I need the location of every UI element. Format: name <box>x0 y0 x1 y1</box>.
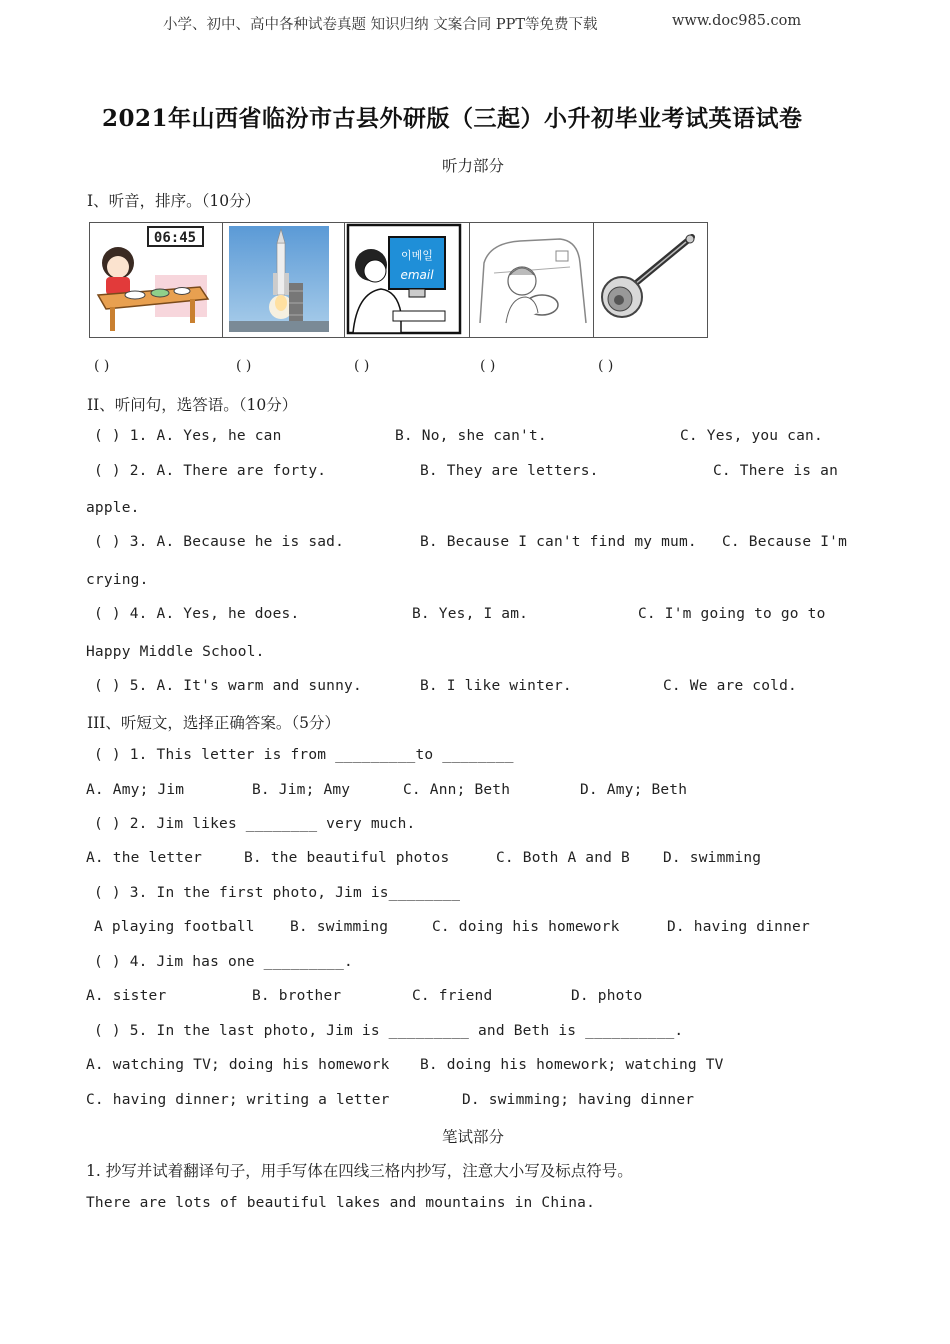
blank-1[interactable]: ( ) <box>94 358 110 374</box>
written-heading: 笔试部分 <box>442 1128 505 1146</box>
email-illustration <box>345 223 470 337</box>
s2-q4-c: C. I'm going to go to <box>638 606 826 622</box>
s3-q4-opt-b: B. brother <box>252 988 342 1004</box>
written-q1-instruction: 1. 抄写并试着翻译句子，用手写体在四线三格内抄写，注意大小写及标点符号。 <box>86 1162 633 1180</box>
picture-row <box>89 222 708 338</box>
s3-q5-opt-c: C. having dinner; writing a letter <box>86 1092 390 1108</box>
s2-q1-b: B. No, she can't. <box>395 428 547 444</box>
blank-3[interactable]: ( ) <box>354 358 370 374</box>
s2-q2-cont: apple. <box>86 500 140 516</box>
s3-q4-opt-a: A. sister <box>86 988 167 1004</box>
s3-q5: ( ) 5. In the last photo, Jim is _________ and Beth is __________. <box>94 1023 684 1039</box>
s3-q5-opt-b: B. doing his homework; watching TV <box>420 1057 724 1073</box>
s3-q1: ( ) 1. This letter is from _________to ________ <box>94 747 514 763</box>
s3-q3-opt-c: C. doing his homework <box>432 919 620 935</box>
blank-4[interactable]: ( ) <box>480 358 496 374</box>
s3-q1-opt-a: A. Amy; Jim <box>86 782 185 798</box>
s3-q2: ( ) 2. Jim likes ________ very much. <box>94 816 416 832</box>
s3-q4: ( ) 4. Jim has one _________. <box>94 954 353 970</box>
rocket-illustration <box>223 223 345 337</box>
section2-heading: II、听问句，选答语。（10分） <box>87 396 298 414</box>
picture-horn <box>594 223 707 337</box>
s3-q1-opt-b: B. Jim; Amy <box>252 782 351 798</box>
picture-email <box>345 223 470 337</box>
written-q1-sentence: There are lots of beautiful lakes and mountains in China. <box>86 1195 595 1211</box>
s2-q3-c: C. Because I'm <box>722 534 848 550</box>
section3-heading: III、听短文，选择正确答案。（5分） <box>87 714 340 732</box>
s2-q1-c: C. Yes, you can. <box>680 428 823 444</box>
s3-q5-opt-d: D. swimming; having dinner <box>462 1092 695 1108</box>
s2-q3-b: B. Because I can't find my mum. <box>420 534 697 550</box>
s2-q5-a: ( ) 5. A. It's warm and sunny. <box>94 678 362 694</box>
s3-q3: ( ) 3. In the first photo, Jim is________ <box>94 885 461 901</box>
s2-q4-a: ( ) 4. A. Yes, he does. <box>94 606 300 622</box>
s3-q1-opt-d: D. Amy; Beth <box>580 782 688 798</box>
s2-q4-cont: Happy Middle School. <box>86 644 265 660</box>
s3-q5-opt-a: A. watching TV; doing his homework <box>86 1057 390 1073</box>
breakfast-illustration <box>90 223 223 337</box>
s2-q5-c: C. We are cold. <box>663 678 797 694</box>
s2-q5-b: B. I like winter. <box>420 678 572 694</box>
section1-heading: I、听音，排序。（10分） <box>87 192 261 210</box>
horn-illustration <box>594 223 707 337</box>
s2-q1-a: ( ) 1. A. Yes, he can <box>94 428 282 444</box>
s2-q2-a: ( ) 2. A. There are forty. <box>94 463 327 479</box>
picture-breakfast <box>90 223 223 337</box>
s3-q4-opt-c: C. friend <box>412 988 493 1004</box>
s2-q3-cont: crying. <box>86 572 149 588</box>
driving-illustration <box>470 223 594 337</box>
blank-2[interactable]: ( ) <box>236 358 252 374</box>
s3-q2-opt-c: C. Both A and B <box>496 850 630 866</box>
s2-q2-b: B. They are letters. <box>420 463 599 479</box>
s3-q3-opt-a: A playing football <box>94 919 255 935</box>
s3-q2-opt-d: D. swimming <box>663 850 762 866</box>
s3-q3-opt-b: B. swimming <box>290 919 389 935</box>
s3-q1-opt-c: C. Ann; Beth <box>403 782 511 798</box>
header-left: 小学、初中、高中各种试卷真题 知识归纳 文案合同 PPT等免费下载 <box>163 17 598 33</box>
screen-text-korean: 이메일 <box>401 249 433 262</box>
s3-q3-opt-d: D. having dinner <box>667 919 810 935</box>
header-url[interactable]: www.doc985.com <box>672 13 802 29</box>
s2-q3-a: ( ) 3. A. Because he is sad. <box>94 534 345 550</box>
picture-driving <box>470 223 594 337</box>
page-title: 2021年山西省临汾市古县外研版（三起）小升初毕业考试英语试卷 <box>102 105 803 132</box>
clock-time: 06:45 <box>153 230 197 246</box>
s2-q4-b: B. Yes, I am. <box>412 606 529 622</box>
blank-5[interactable]: ( ) <box>598 358 614 374</box>
screen-text-email: email <box>400 268 434 282</box>
s3-q2-opt-a: A. the letter <box>86 850 203 866</box>
listening-heading: 听力部分 <box>442 157 505 175</box>
s3-q4-opt-d: D. photo <box>571 988 643 1004</box>
s3-q2-opt-b: B. the beautiful photos <box>244 850 450 866</box>
s2-q2-c: C. There is an <box>713 463 839 479</box>
picture-rocket <box>223 223 345 337</box>
